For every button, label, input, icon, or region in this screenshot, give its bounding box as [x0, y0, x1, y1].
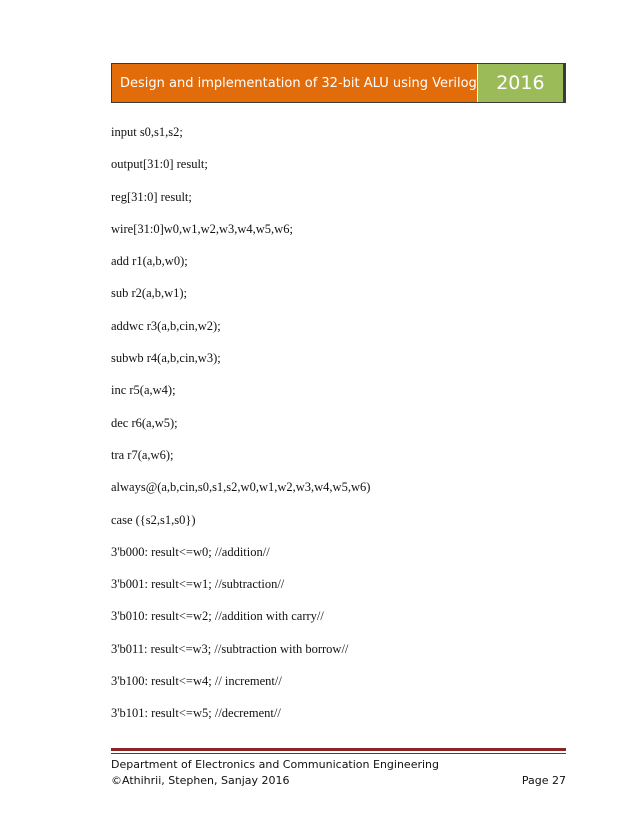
page-footer — [111, 757, 566, 789]
code-line: input s0,s1,s2; — [111, 125, 183, 139]
code-line: 3'b000: result<=w0; //addition// — [111, 544, 270, 559]
code-line: tra r7(a,w6); — [111, 447, 174, 462]
code-line: 3'b011: result<=w3; //subtraction with borrow// — [111, 641, 349, 656]
header-title: Design and implementation of 32-bit ALU using Verilog — [112, 64, 477, 102]
code-line: always@(a,b,cin,s0,s1,s2,w0,w1,w2,w3,w4,w5,w6) — [111, 480, 371, 495]
code-line: 3'b101: result<=w5; //decrement// — [111, 706, 281, 721]
code-line: 3'b100: result<=w4; // increment// — [111, 674, 282, 689]
code-line: add r1(a,b,w0); — [111, 254, 188, 269]
page-number: Page 27 — [521, 774, 566, 787]
code-line: inc r5(a,w4); — [111, 383, 176, 398]
code-line: output[31:0] result; — [111, 157, 208, 172]
code-line: reg[31:0] result; — [111, 189, 192, 204]
page-header — [111, 63, 566, 103]
footer-authors: ©Athihrii, Stephen, Sanjay 2016 — [111, 774, 290, 787]
footer-rule-thin — [111, 753, 566, 754]
code-line: wire[31:0]w0,w1,w2,w3,w4,w5,w6; — [111, 221, 293, 236]
code-line: sub r2(a,b,w1); — [111, 286, 188, 301]
code-line: dec r6(a,w5); — [111, 415, 178, 430]
verilog-code-block — [111, 124, 571, 738]
footer-department: Department of Electronics and Communication Engineering — [111, 758, 439, 771]
code-line: 3'b010: result<=w2; //addition with carry// — [111, 609, 324, 624]
code-line: 3'b001: result<=w1; //subtraction// — [111, 577, 285, 592]
header-year: 2016 — [477, 64, 563, 102]
footer-row — [111, 773, 566, 789]
code-line: case ({s2,s1,s0}) — [111, 512, 196, 527]
code-line: addwc r3(a,b,cin,w2); — [111, 318, 221, 333]
footer-rule — [111, 748, 566, 751]
code-line: subwb r4(a,b,cin,w3); — [111, 351, 221, 366]
